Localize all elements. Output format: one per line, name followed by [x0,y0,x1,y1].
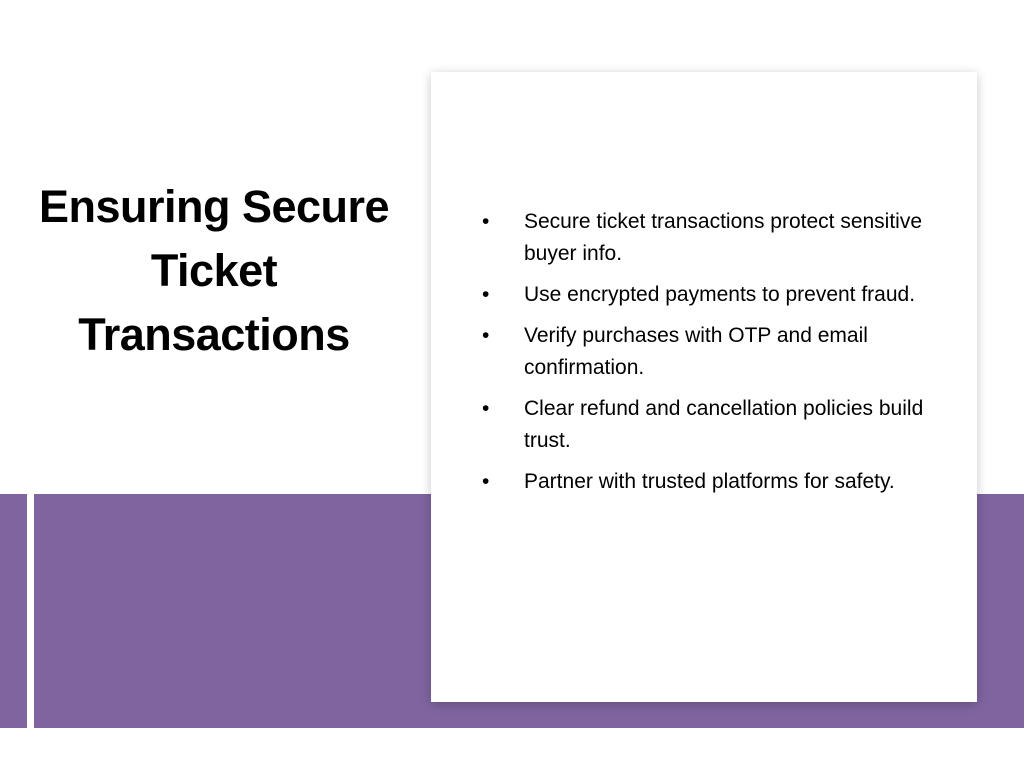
bullet-text: Clear refund and cancellation policies build trust. [524,397,924,452]
bullet-item [482,466,932,498]
bullet-icon: • [482,283,490,306]
bullet-text: Partner with trusted platforms for safety. [524,470,895,493]
bullet-icon: • [482,210,490,233]
bullet-list [482,206,932,507]
bullet-item [482,279,932,311]
bullet-text: Secure ticket transactions protect sensitive buyer info. [524,210,923,265]
bullet-item [482,393,932,457]
bullet-icon: • [482,397,490,420]
bullet-text: Verify purchases with OTP and email confirmation. [524,324,868,379]
accent-band-divider [27,494,34,728]
slide-title-container [20,175,408,367]
slide-title: Ensuring Secure Ticket Transactions [38,181,390,360]
bullet-text: Use encrypted payments to prevent fraud. [524,283,916,306]
content-card [431,72,977,702]
bullet-icon: • [482,470,490,493]
bullet-icon: • [482,324,490,347]
bullet-item [482,320,932,384]
bullet-item [482,206,932,270]
